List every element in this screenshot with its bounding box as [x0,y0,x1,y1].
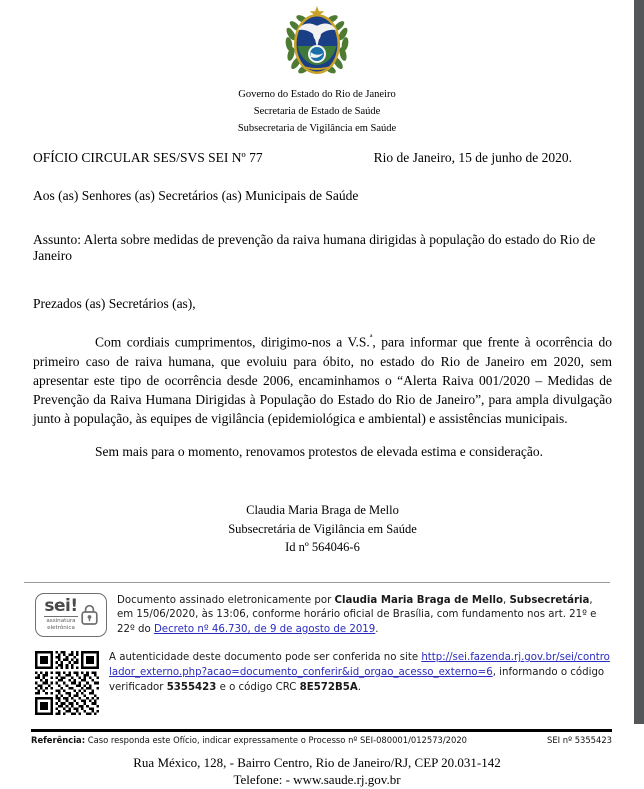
body-paragraph-1-part2: , para informar que frente à ocorrência do primeiro caso de raiva humana, que evoluiu para óbito, no estado do Rio de Janeiro em 2020, sem apresentar este tipo de ocorrência desde 2006, encaminhamos o “Alerta Raiva 001/2020 – Medidas de Prevenção da Raiva Humana Dirigidas à População do Estado do Rio de Janeiro”, para ampla divulgação junto à população, às equipes de vigilância (epidemiológica e ambiental) e assistências municipais. [33,334,612,427]
authenticity-part1: A autenticidade deste documento pode ser conferida no site [109,652,422,664]
footer-address [0,754,634,789]
verification-url-link[interactable]: http://sei.fazenda.rj.gov.br/sei/controlador_externo.php?acao=documento_conferir&id_orgao_acesso_externo=6 [109,652,610,679]
reference-text: Caso responda este Ofício, indicar expressamente o Processo nº SEI-080001/012573/2020 [85,734,467,745]
sei-wordmark: sei! [44,595,78,616]
sei-signature-text [117,593,610,637]
decree-link[interactable]: Decreto nº 46.730, de 9 de agosto de 2019 [153,623,376,635]
sei-text-part3: , em 15/06/2020, às 13:06, conforme horário oficial de Brasília, com fundamento nos art. 21º e 22º do [117,594,597,635]
subject-line: Assunto: Alerta sobre medidas de prevenção da raiva humana dirigidas à população do estado do Rio de Janeiro [33,232,596,263]
sei-signer-role: Subsecretária [509,594,590,606]
sei-logo-subtitle-line2: eletrônica [47,625,75,632]
letterhead-line-government: Governo do Estado do Rio de Janeiro [238,89,396,100]
body-paragraph-1 [33,332,612,428]
body-paragraph-2: Sem mais para o momento, renovamos protestos de elevada estima e consideração. [95,444,543,460]
padlock-icon [81,604,98,625]
signature-block [33,501,612,555]
document-body [0,150,634,556]
sei-logo-subtitle [46,618,75,632]
rio-de-janeiro-coat-of-arms-icon [278,4,356,82]
oficio-header-row [33,150,612,166]
reference-sei-number: SEI nº 5355423 [547,734,612,745]
signer-role: Subsecretária de Vigilância em Saúde [228,521,417,536]
letterhead-line-secretariat: Secretaria de Estado de Saúde [253,106,381,117]
sei-text-part2: , [502,594,510,606]
body-paragraph-1-part1: Com cordiais cumprimentos, dirigimo-nos a V.S. [95,334,370,350]
reference-line [0,732,634,745]
sei-text-part1: Documento assinado eletronicamente por [117,594,335,606]
salutation-line: Prezados (as) Secretários (as), [33,296,196,311]
letterhead [0,86,634,137]
footer-address-line1: Rua México, 128, - Bairro Centro, Rio de Janeiro/RJ, CEP 20.031-142 [133,754,501,770]
authenticity-part2: , informando o código verificador [109,667,605,693]
qr-code-icon [35,651,99,715]
signer-id: Id nº 564046-6 [285,539,360,554]
signer-name: Claudia Maria Braga de Mello [246,503,399,518]
reference-left [31,735,467,745]
sei-logo-subtitle-line1: assinatura [46,618,76,625]
footer-address-line2: Telefone: - www.saude.rj.gov.br [233,772,401,788]
addressee-line: Aos (as) Senhores (as) Secretários (as) Municipais de Saúde [33,188,359,203]
authenticity-text [109,651,610,695]
crest-container [0,0,634,82]
reference-label: Referência: [31,734,86,745]
authenticity-block [0,637,634,715]
sei-text-part4: . [375,623,379,635]
sei-signature-block [0,583,634,637]
oficio-date: Rio de Janeiro, 15 de junho de 2020. [373,150,572,165]
letterhead-line-subsecretariat: Subsecretaria de Vigilância em Saúde [237,123,397,134]
sei-logo-text [44,595,78,632]
crc-code: 8E572B5A [299,681,358,693]
authenticity-part3: e o código CRC [216,681,300,693]
verifier-code: 5355423 [166,681,217,693]
viewer-right-edge [634,0,644,724]
body-paragraph-1-superscript: ª [369,333,373,344]
authenticity-part4: . [357,681,361,693]
sei-logo [35,593,107,637]
oficio-number: OFÍCIO CIRCULAR SES/SVS SEI Nº 77 [33,150,263,165]
sei-signer-name: Claudia Maria Braga de Mello [334,594,503,606]
